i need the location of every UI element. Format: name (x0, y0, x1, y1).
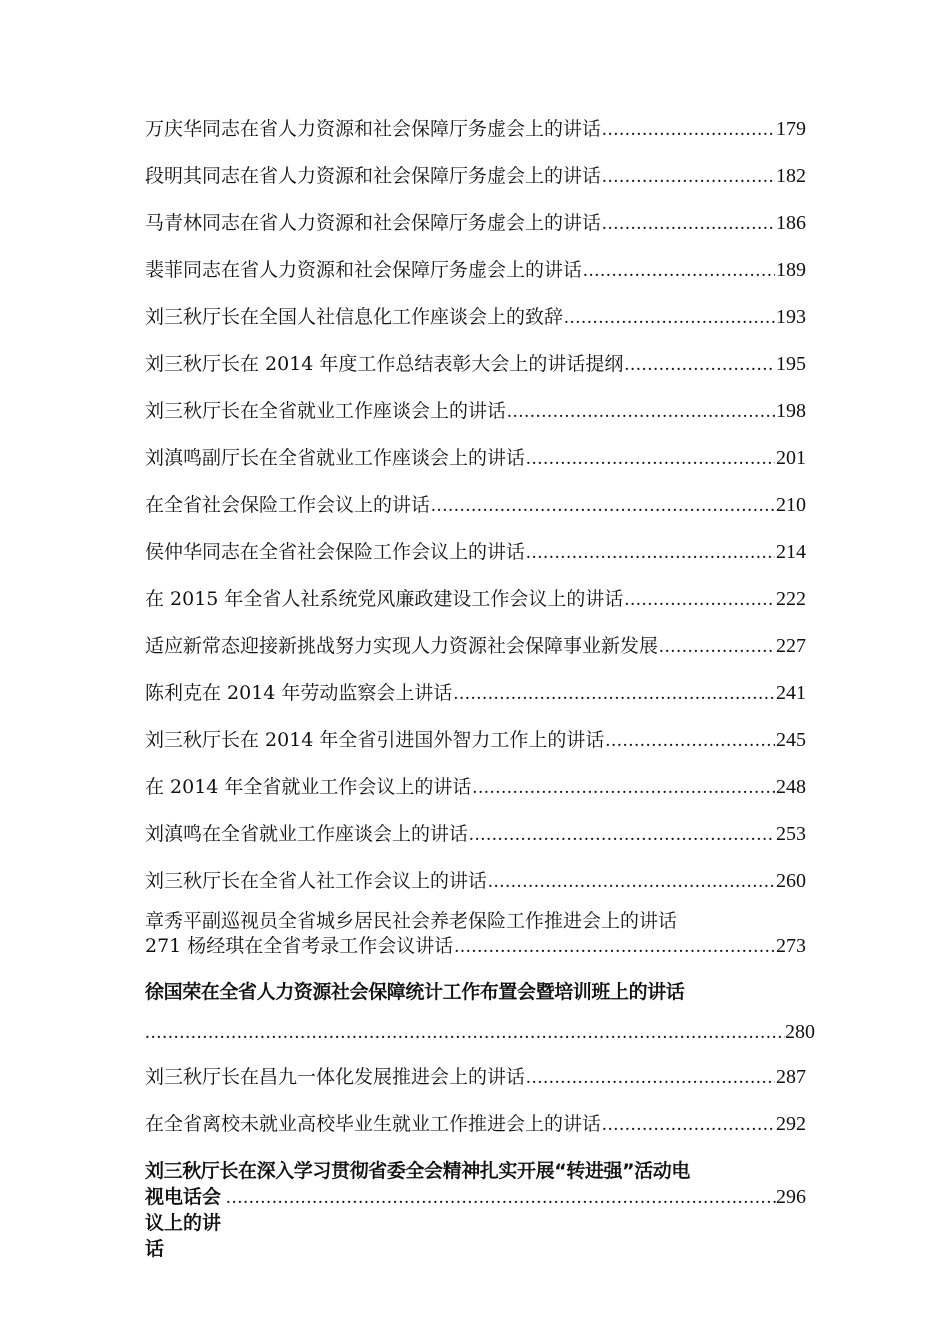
toc-entry-merged[interactable] (145, 909, 806, 959)
toc-leader-dots (145, 1022, 785, 1044)
toc-entry-title: 刘三秋厅长在昌九一体化发展推进会上的讲话 (145, 1066, 526, 1088)
toc-entry-title: 刘三秋厅长在 2014 年度工作总结表彰大会上的讲话提纲 (145, 353, 624, 375)
toc-leader-dots (602, 117, 775, 143)
toc-entry-line (145, 934, 806, 959)
toc-entry-page: 253 (776, 823, 806, 845)
toc-entry-last[interactable] (145, 1158, 806, 1262)
toc-leader-dots (431, 493, 775, 519)
toc-entry-title: 在全省社会保险工作会议上的讲话 (145, 494, 431, 516)
toc-leader-dots (602, 1112, 775, 1138)
toc-entry[interactable] (145, 727, 806, 754)
toc-leader-dots (602, 164, 775, 190)
toc-entry[interactable] (145, 116, 806, 143)
toc-leader-dots (507, 399, 775, 425)
toc-entry[interactable] (145, 492, 806, 519)
toc-leader-dots (469, 822, 775, 848)
toc-entry-title: 刘三秋厅长在全省人社工作会议上的讲话 (145, 870, 488, 892)
toc-leader-dots (226, 1185, 776, 1211)
toc-entry-title: 段明其同志在省人力资源和社会保障厅务虚会上的讲话 (145, 165, 602, 187)
toc-entry[interactable] (145, 539, 806, 566)
toc-entry-title: 271 杨经琪在全省考录工作会议讲话 (145, 935, 454, 957)
toc-entry-page: 186 (776, 212, 806, 234)
toc-entry-page: 195 (776, 353, 806, 375)
toc-entry-line (145, 1184, 806, 1262)
toc-entry[interactable] (145, 351, 806, 378)
toc-leader-dots (526, 446, 775, 472)
toc-entry-title: 在 2015 年全省人社系统党风廉政建设工作会议上的讲话 (145, 588, 624, 610)
toc-entry[interactable] (145, 163, 806, 190)
toc-entry-page: 248 (776, 776, 806, 798)
toc-entry-title: 马青林同志在省人力资源和社会保障厅务虚会上的讲话 (145, 212, 602, 234)
toc-entry-page: 189 (776, 259, 806, 281)
toc-entry-page: 296 (776, 1186, 806, 1208)
toc-leader-dots (605, 728, 775, 754)
toc-leader-dots (488, 869, 775, 895)
toc-entry[interactable] (145, 398, 806, 425)
toc-entry-title: 刘滇鸣在全省就业工作座谈会上的讲话 (145, 823, 469, 845)
toc-entry-title: 在 2014 年全省就业工作会议上的讲话 (145, 776, 472, 798)
toc-leader-dots (526, 1065, 775, 1091)
toc-entry-page: 222 (776, 588, 806, 610)
toc-entry-title: 徐国荣在全省人力资源社会保障统计工作布置会暨培训班上的讲话 (145, 981, 685, 1003)
toc-entry[interactable] (145, 586, 806, 613)
toc-entry-title: 万庆华同志在省人力资源和社会保障厅务虚会上的讲话 (145, 118, 602, 140)
toc-leader-dots (602, 211, 775, 237)
toc-entry[interactable] (145, 1111, 806, 1138)
toc-entry-page: 280 (785, 1021, 815, 1043)
toc-leader-dots (453, 681, 775, 707)
toc-entry[interactable] (145, 445, 806, 472)
toc-entry-page: 241 (776, 682, 806, 704)
toc-entry[interactable] (145, 774, 806, 801)
toc-leader-dots (454, 934, 775, 959)
toc-entry-page: 227 (776, 635, 806, 657)
toc-entry-page: 201 (776, 447, 806, 469)
toc-entry-page: 214 (776, 541, 806, 563)
toc-entry-title: 视电话会议上的讲话 (145, 1186, 222, 1260)
toc-entry[interactable] (145, 210, 806, 237)
toc-entry-page: 179 (776, 118, 806, 140)
toc-entry-page: 182 (776, 165, 806, 187)
toc-entry-title: 刘三秋厅长在 2014 年全省引进国外智力工作上的讲话 (145, 729, 605, 751)
toc-entry-title: 章秀平副巡视员全省城乡居民社会养老保险工作推进会上的讲话 (145, 910, 678, 932)
toc-entry-title: 在全省离校未就业高校毕业生就业工作推进会上的讲话 (145, 1113, 602, 1135)
toc-entry[interactable] (145, 1064, 806, 1091)
toc-entry-title: 裴菲同志在省人力资源和社会保障厅务虚会上的讲话 (145, 259, 583, 281)
toc-entry[interactable] (145, 633, 806, 660)
toc-entry-page: 260 (776, 870, 806, 892)
toc-entry[interactable] (145, 680, 806, 707)
toc-entry[interactable] (145, 868, 806, 895)
toc-entry-page: 193 (776, 306, 806, 328)
toc-entry-title: 侯仲华同志在全省社会保险工作会议上的讲话 (145, 541, 526, 563)
toc-entry-title: 陈利克在 2014 年劳动监察会上讲话 (145, 682, 453, 704)
toc-entry[interactable] (145, 821, 806, 848)
toc-entry[interactable] (145, 304, 806, 331)
toc-entry-page: 292 (776, 1113, 806, 1135)
toc-leader-dots (583, 258, 775, 284)
toc-entry-page: 210 (776, 494, 806, 516)
toc-entry-title: 刘三秋厅长在全省就业工作座谈会上的讲话 (145, 400, 507, 422)
toc-entry-bold[interactable] (145, 979, 815, 1044)
toc-entry[interactable] (145, 257, 806, 284)
toc-leader-dots (624, 587, 775, 613)
toc-entry-title: 刘三秋厅长在全国人社信息化工作座谈会上的致辞 (145, 306, 564, 328)
toc-entry-line (145, 1021, 815, 1044)
toc-entry-page: 273 (776, 935, 806, 957)
toc-entry-page: 287 (776, 1066, 806, 1088)
toc-entry-title: 适应新常态迎接新挑战努力实现人力资源社会保障事业新发展 (145, 635, 659, 657)
toc-leader-dots (659, 634, 775, 660)
toc-leader-dots (564, 305, 775, 331)
toc-leader-dots (472, 775, 775, 801)
toc-entry-page: 245 (776, 729, 806, 751)
toc-leader-dots (526, 540, 775, 566)
toc-entry-title: 刘滇鸣副厅长在全省就业工作座谈会上的讲话 (145, 447, 526, 469)
table-of-contents (145, 116, 815, 1262)
toc-leader-dots (624, 352, 775, 378)
toc-entry-page: 198 (776, 400, 806, 422)
toc-entry-title: 刘三秋厅长在深入学习贯彻省委全会精神扎实开展“转进强”活动电 (145, 1160, 690, 1182)
